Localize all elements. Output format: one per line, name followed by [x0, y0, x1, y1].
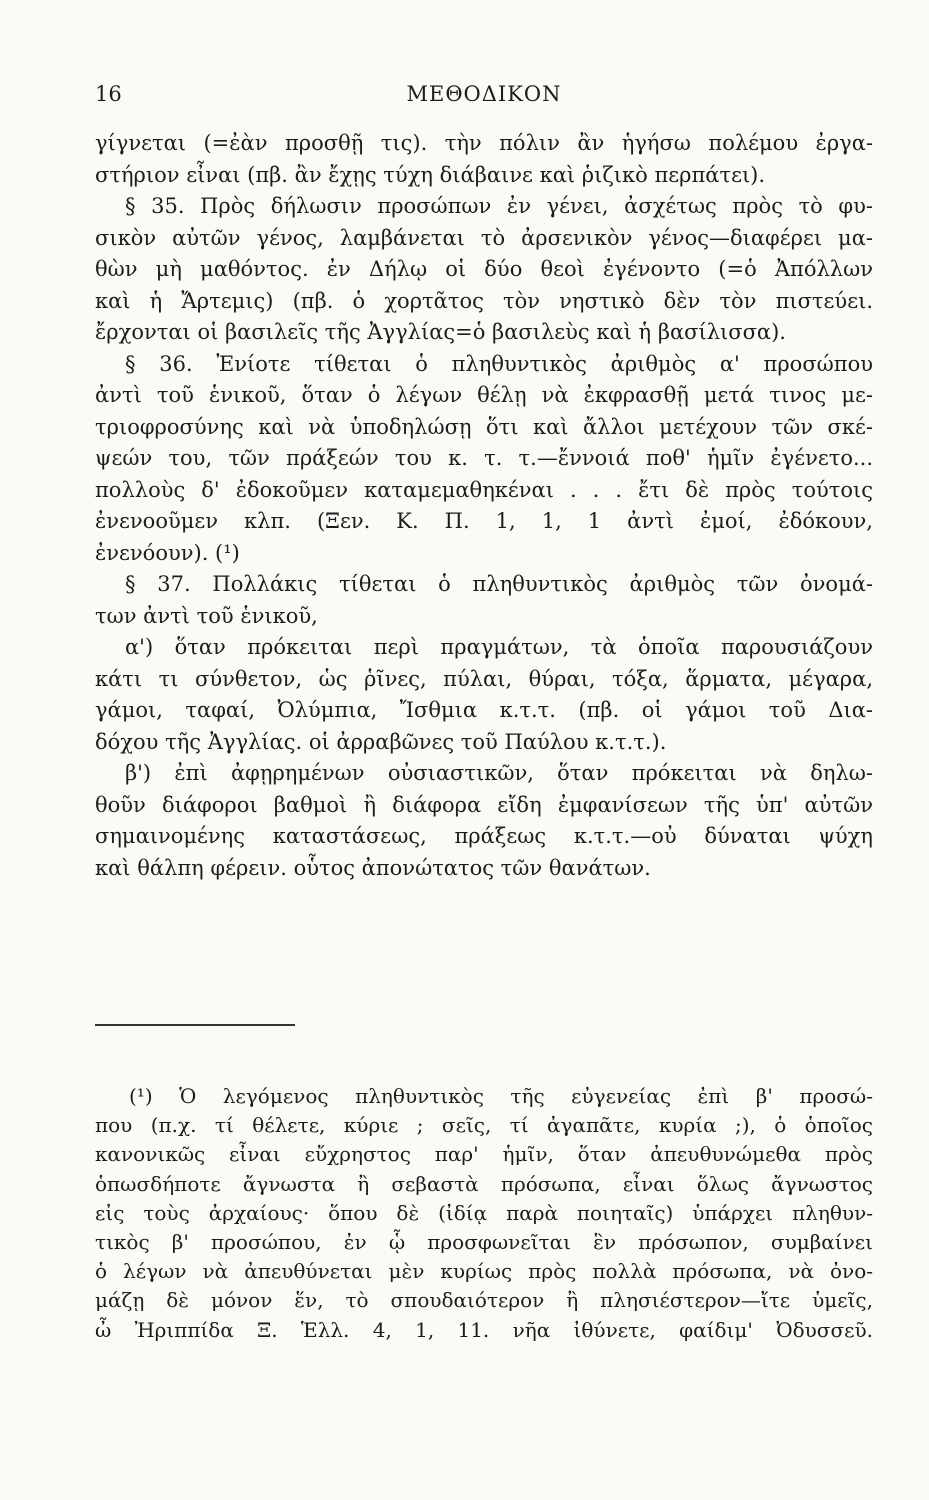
- text-line: ἀντὶ τοῦ ἑνικοῦ, ὅταν ὁ λέγων θέλῃ νὰ ἐκφρασθῇ μετά τινος με-: [95, 383, 873, 407]
- text-line: θοῦν διάφοροι βαθμοὶ ἢ διάφορα εἴδη ἐμφανίσεων τῆς ὑπ' αὐτῶν: [95, 792, 873, 817]
- footnote-line: τικὸς β' προσώπου, ἐν ᾧ προσφωνεῖται ἓν πρόσωπον, συμβαίνει: [95, 1229, 873, 1254]
- footnote-line: ὁ λέγων νὰ ἀπευθύνεται μὲν κυρίως πρὸς πολλὰ πρόσωπα, νὰ ὀνο-: [95, 1259, 873, 1284]
- text-line: ἐνενοοῦμεν κλπ. (Ξεν. Κ. Π. 1, 1, 1 ἀντὶ ἐμοί, ἐδόκουν,: [95, 509, 873, 533]
- section-37-heading-line: § 37. Πολλάκις τίθεται ὁ πληθυντικὸς ἀριθμὸς τῶν ὀνομά-: [125, 572, 873, 596]
- footnote-line: εἰς τοὺς ἀρχαίους· ὅπου δὲ (ἰδίᾳ παρὰ ποιηταῖς) ὑπάρχει πληθυν-: [95, 1200, 873, 1225]
- footnote-line: (¹) Ὁ λεγόμενος πληθυντικὸς τῆς εὐγενείας ἐπὶ β' προσώ-: [129, 1084, 873, 1108]
- text-line: θὼν μὴ μαθόντος. ἐν Δήλῳ οἱ δύο θεοὶ ἐγένοντο (=ὁ Ἀπόλλων: [95, 257, 873, 281]
- footnote-separator: [95, 1024, 295, 1026]
- text-line: α') ὅταν πρόκειται περὶ πραγμάτων, τὰ ὁποῖα παρουσιάζουν: [125, 635, 873, 659]
- page-header: [95, 82, 873, 112]
- text-line: ἐνενόουν). (¹): [95, 540, 240, 565]
- footnote: [95, 1082, 873, 1345]
- text-line: των ἀντὶ τοῦ ἑνικοῦ,: [95, 603, 318, 628]
- text-line: στήριον εἶναι (πβ. ἂν ἔχῃς τύχη διάβαινε καὶ ῥιζικὸ περπάτει).: [95, 162, 766, 187]
- running-title: ΜΕΘΟΔΙΚΟΝ: [406, 82, 562, 106]
- section-35-heading-line: § 35. Πρὸς δήλωσιν προσώπων ἐν γένει, ἀσχέτως πρὸς τὸ φυ-: [125, 194, 873, 218]
- text-line: τριοφροσύνης καὶ νὰ ὑποδηλώσῃ ὅτι καὶ ἄλλοι μετέχουν τῶν σκέ-: [95, 414, 873, 439]
- footnote-line: ὁπωσδήποτε ἄγνωστα ἢ σεβαστὰ πρόσωπα, εἶναι ὅλως ἄγνωστος: [95, 1171, 873, 1196]
- footnote-line: ὦ Ἠριππίδα Ξ. Ἑλλ. 4, 1, 11. νῆα ἰθύνετε, φαίδιμ' Ὀδυσσεῦ.: [95, 1317, 873, 1342]
- footnote-line: κανονικῶς εἶναι εὔχρηστος παρ' ἡμῖν, ὅταν ἀπευθυνώμεθα πρὸς: [95, 1142, 873, 1167]
- text-line: ψεών του, τῶν πράξεών του κ. τ. τ.—ἔννοιά ποθ' ἡμῖν ἐγένετο...: [95, 446, 873, 470]
- text-line: πολλοὺς δ' ἐδοκοῦμεν καταμεμαθηκέναι . . . ἔτι δὲ πρὸς τούτοις: [95, 477, 873, 502]
- text-line: γάμοι, ταφαί, Ὀλύμπια, Ἴσθμια κ.τ.τ. (πβ. οἱ γάμοι τοῦ Δια-: [95, 698, 873, 722]
- text-line: σημαινομένης καταστάσεως, πράξεως κ.τ.τ.—οὐ δύναται ψύχη: [95, 824, 873, 848]
- main-text: [95, 128, 873, 884]
- text-line: γίγνεται (=ἐὰν προσθῇ τις). τὴν πόλιν ἂν ἡγήσω πολέμου ἐργα-: [95, 131, 873, 155]
- page-number: 16: [95, 82, 122, 106]
- text-line: καὶ ἡ Ἄρτεμις) (πβ. ὁ χορτᾶτος τὸν νηστικὸ δὲν τὸν πιστεύει.: [95, 288, 873, 313]
- text-line: ἔρχονται οἱ βασιλεῖς τῆς Ἀγγλίας=ὁ βασιλεὺς καὶ ἡ βασίλισσα).: [95, 320, 786, 344]
- footnote-line: μάζῃ δὲ μόνον ἕν, τὸ σπουδαιότερον ἢ πλησιέστερον—ἴτε ὑμεῖς,: [95, 1288, 873, 1313]
- text-line: δόχου τῆς Ἀγγλίας. οἱ ἀρραβῶνες τοῦ Παύλου κ.τ.τ.).: [95, 729, 667, 754]
- text-line: κάτι τι σύνθετον, ὡς ῥῖνες, πύλαι, θύραι, τόξα, ἅρματα, μέγαρα,: [95, 666, 873, 691]
- text-line: σικὸν αὐτῶν γένος, λαμβάνεται τὸ ἀρσενικὸν γένος—διαφέρει μα-: [95, 225, 873, 250]
- text-line: καὶ θάλπη φέρειν. οὗτος ἀπονώτατος τῶν θανάτων.: [95, 855, 651, 880]
- section-36-heading-line: § 36. Ἐνίοτε τίθεται ὁ πληθυντικὸς ἀριθμὸς α' προσώπου: [125, 351, 873, 376]
- text-line: β') ἐπὶ ἀφῃρημένων οὐσιαστικῶν, ὅταν πρόκειται νὰ δηλω-: [125, 761, 873, 785]
- footnote-line: που (π.χ. τί θέλετε, κύριε ; σεῖς, τί ἀγαπᾶτε, κυρία ;), ὁ ὁποῖος: [95, 1113, 873, 1138]
